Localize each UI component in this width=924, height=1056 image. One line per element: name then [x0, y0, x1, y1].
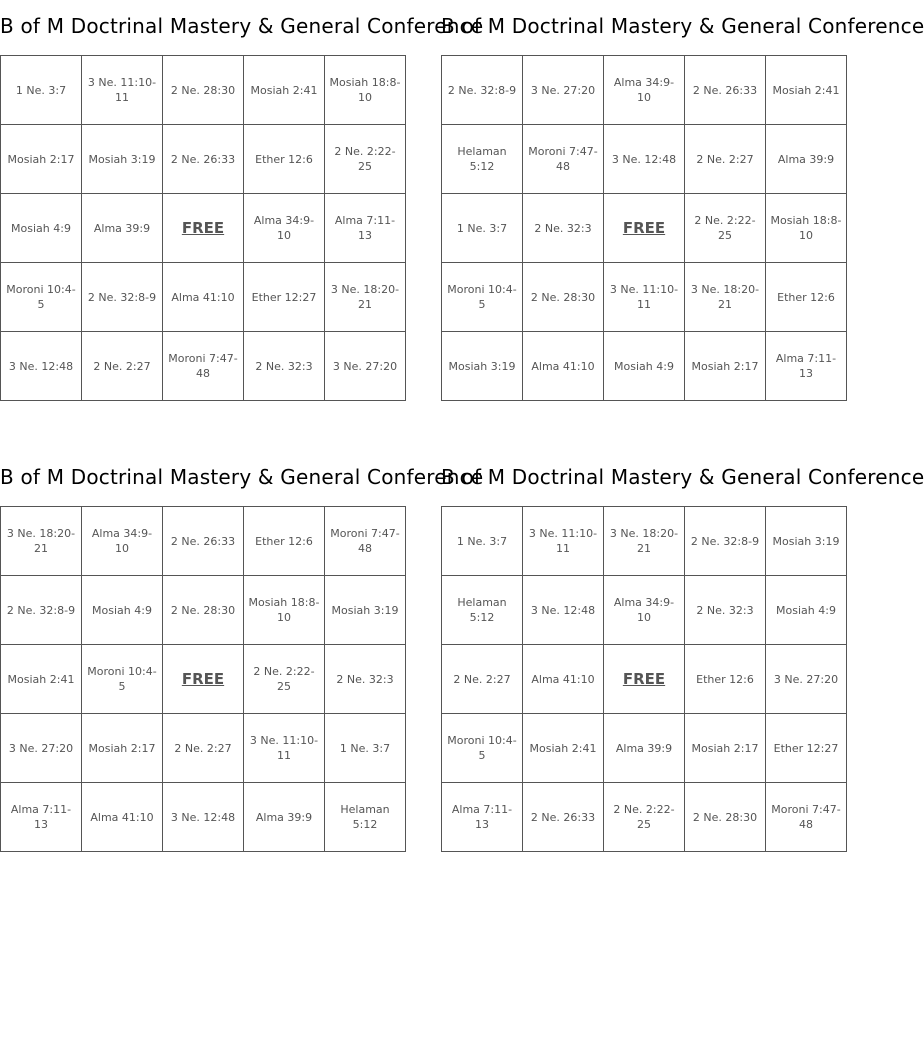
grid-cell: Mosiah 3:19 [442, 332, 523, 401]
grid-cell: 2 Ne. 2:27 [163, 714, 244, 783]
grid-cell: Alma 41:10 [163, 263, 244, 332]
grid-cell: 3 Ne. 12:48 [1, 332, 82, 401]
grid-cell: Moroni 10:4-5 [1, 263, 82, 332]
grid-row [442, 194, 847, 263]
grid-row [442, 576, 847, 645]
grid-cell: Mosiah 2:17 [685, 332, 766, 401]
grid-cell: Alma 39:9 [766, 125, 847, 194]
grid-cell: Alma 7:11-13 [766, 332, 847, 401]
grid-cell: 3 Ne. 12:48 [523, 576, 604, 645]
grid-cell: 2 Ne. 2:27 [685, 125, 766, 194]
bingo-grid [0, 55, 406, 401]
grid-cell: Mosiah 3:19 [766, 507, 847, 576]
card-title: B of M Doctrinal Mastery & General Conference [441, 465, 924, 489]
grid-cell: Alma 34:9-10 [604, 56, 685, 125]
grid-cell: Mosiah 2:41 [244, 56, 325, 125]
grid-cell: Alma 34:9-10 [244, 194, 325, 263]
bingo-grid [0, 506, 406, 852]
grid-cell: Ether 12:6 [244, 125, 325, 194]
bingo-card-2 [441, 0, 924, 401]
grid-cell: Alma 7:11-13 [442, 783, 523, 852]
grid-cell: Alma 39:9 [244, 783, 325, 852]
grid-cell: Mosiah 3:19 [82, 125, 163, 194]
grid-row [442, 714, 847, 783]
grid-cell: 2 Ne. 28:30 [163, 576, 244, 645]
grid-cell: Mosiah 18:8-10 [766, 194, 847, 263]
grid-cell: 2 Ne. 32:8-9 [82, 263, 163, 332]
bingo-grid [441, 506, 847, 852]
grid-row [1, 645, 406, 714]
grid-cell: Mosiah 3:19 [325, 576, 406, 645]
grid-cell: Mosiah 2:41 [523, 714, 604, 783]
grid-cell: Moroni 7:47-48 [523, 125, 604, 194]
grid-row [1, 714, 406, 783]
grid-cell: 1 Ne. 3:7 [442, 194, 523, 263]
grid-cell: 2 Ne. 28:30 [523, 263, 604, 332]
grid-cell: Alma 7:11-13 [325, 194, 406, 263]
grid-row [1, 125, 406, 194]
grid-cell: Moroni 10:4-5 [82, 645, 163, 714]
grid-cell: 3 Ne. 11:10-11 [82, 56, 163, 125]
grid-row [442, 125, 847, 194]
grid-cell: 3 Ne. 27:20 [325, 332, 406, 401]
grid-cell: 3 Ne. 27:20 [1, 714, 82, 783]
grid-cell: 1 Ne. 3:7 [442, 507, 523, 576]
grid-cell: 2 Ne. 28:30 [163, 56, 244, 125]
grid-cell: 3 Ne. 18:20-21 [325, 263, 406, 332]
grid-row [1, 263, 406, 332]
grid-cell: 1 Ne. 3:7 [325, 714, 406, 783]
grid-cell: 2 Ne. 32:8-9 [685, 507, 766, 576]
grid-cell: 2 Ne. 2:22-25 [325, 125, 406, 194]
grid-row [442, 332, 847, 401]
grid-cell: Mosiah 2:17 [685, 714, 766, 783]
grid-cell: 2 Ne. 32:3 [244, 332, 325, 401]
bingo-grid [441, 55, 847, 401]
grid-row [442, 645, 847, 714]
free-space: FREE [604, 194, 685, 263]
grid-cell: 2 Ne. 2:27 [82, 332, 163, 401]
grid-cell: 2 Ne. 32:8-9 [442, 56, 523, 125]
grid-cell: 2 Ne. 26:33 [163, 125, 244, 194]
grid-cell: 3 Ne. 12:48 [163, 783, 244, 852]
grid-cell: 3 Ne. 11:10-11 [523, 507, 604, 576]
grid-cell: 2 Ne. 32:3 [523, 194, 604, 263]
grid-cell: 2 Ne. 2:27 [442, 645, 523, 714]
grid-cell: Alma 34:9-10 [82, 507, 163, 576]
grid-cell: Ether 12:6 [766, 263, 847, 332]
grid-cell: 3 Ne. 27:20 [766, 645, 847, 714]
grid-row [442, 507, 847, 576]
bingo-card-3 [0, 451, 484, 852]
grid-cell: 2 Ne. 26:33 [523, 783, 604, 852]
grid-cell: 2 Ne. 2:22-25 [685, 194, 766, 263]
grid-cell: Alma 41:10 [82, 783, 163, 852]
grid-cell: 3 Ne. 18:20-21 [685, 263, 766, 332]
grid-cell: Helaman 5:12 [442, 125, 523, 194]
card-title: B of M Doctrinal Mastery & General Conference [0, 465, 484, 489]
grid-cell: 2 Ne. 32:8-9 [1, 576, 82, 645]
grid-row [442, 783, 847, 852]
grid-cell: Alma 41:10 [523, 332, 604, 401]
bingo-card-4 [441, 451, 924, 852]
grid-cell: Alma 41:10 [523, 645, 604, 714]
free-space: FREE [604, 645, 685, 714]
grid-cell: Ether 12:6 [244, 507, 325, 576]
grid-cell: Mosiah 18:8-10 [325, 56, 406, 125]
grid-cell: Mosiah 4:9 [604, 332, 685, 401]
grid-cell: Alma 34:9-10 [604, 576, 685, 645]
grid-row [1, 507, 406, 576]
grid-cell: Ether 12:6 [685, 645, 766, 714]
grid-cell: Moroni 7:47-48 [163, 332, 244, 401]
grid-cell: 2 Ne. 32:3 [325, 645, 406, 714]
grid-cell: Mosiah 2:41 [1, 645, 82, 714]
grid-row [442, 56, 847, 125]
grid-row [1, 56, 406, 125]
grid-cell: Moroni 7:47-48 [325, 507, 406, 576]
grid-cell: Helaman 5:12 [442, 576, 523, 645]
grid-cell: 3 Ne. 27:20 [523, 56, 604, 125]
grid-cell: Mosiah 2:41 [766, 56, 847, 125]
card-title: B of M Doctrinal Mastery & General Conference [0, 14, 484, 38]
grid-row [1, 194, 406, 263]
grid-cell: 2 Ne. 2:22-25 [244, 645, 325, 714]
grid-cell: Mosiah 4:9 [1, 194, 82, 263]
grid-row [442, 263, 847, 332]
card-title: B of M Doctrinal Mastery & General Conference [441, 14, 924, 38]
grid-cell: Moroni 7:47-48 [766, 783, 847, 852]
grid-cell: Ether 12:27 [244, 263, 325, 332]
grid-cell: Mosiah 4:9 [766, 576, 847, 645]
grid-row [1, 332, 406, 401]
grid-cell: Ether 12:27 [766, 714, 847, 783]
grid-cell: 3 Ne. 18:20-21 [1, 507, 82, 576]
grid-row [1, 783, 406, 852]
grid-cell: Mosiah 4:9 [82, 576, 163, 645]
free-space: FREE [163, 645, 244, 714]
grid-cell: Helaman 5:12 [325, 783, 406, 852]
grid-cell: Moroni 10:4-5 [442, 263, 523, 332]
grid-cell: Moroni 10:4-5 [442, 714, 523, 783]
grid-cell: 3 Ne. 12:48 [604, 125, 685, 194]
grid-cell: 2 Ne. 32:3 [685, 576, 766, 645]
grid-cell: Alma 39:9 [604, 714, 685, 783]
grid-cell: 3 Ne. 11:10-11 [244, 714, 325, 783]
grid-cell: 2 Ne. 26:33 [163, 507, 244, 576]
grid-cell: 2 Ne. 28:30 [685, 783, 766, 852]
grid-cell: Mosiah 2:17 [82, 714, 163, 783]
grid-cell: 3 Ne. 18:20-21 [604, 507, 685, 576]
grid-row [1, 576, 406, 645]
grid-cell: Alma 7:11-13 [1, 783, 82, 852]
grid-cell: 2 Ne. 2:22-25 [604, 783, 685, 852]
grid-cell: Mosiah 2:17 [1, 125, 82, 194]
grid-cell: 3 Ne. 11:10-11 [604, 263, 685, 332]
grid-cell: Mosiah 18:8-10 [244, 576, 325, 645]
free-space: FREE [163, 194, 244, 263]
grid-cell: Alma 39:9 [82, 194, 163, 263]
grid-cell: 2 Ne. 26:33 [685, 56, 766, 125]
grid-cell: 1 Ne. 3:7 [1, 56, 82, 125]
